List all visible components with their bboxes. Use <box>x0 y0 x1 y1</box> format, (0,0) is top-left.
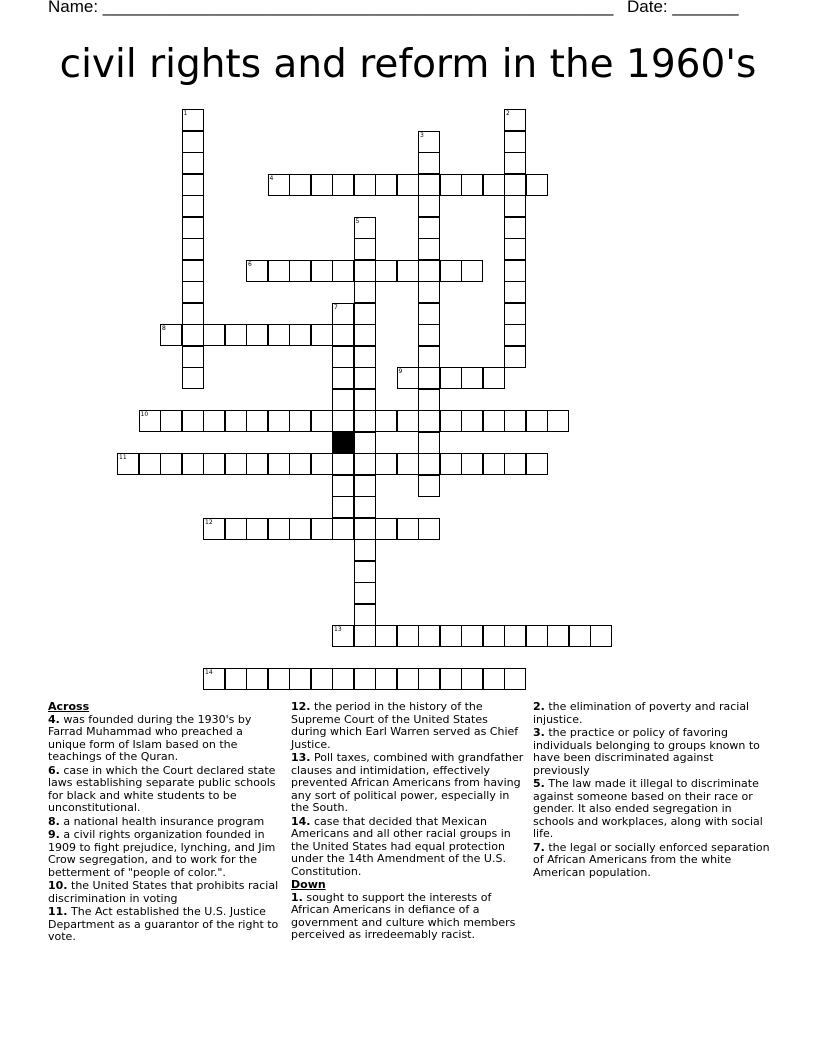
grid-cell[interactable] <box>526 453 548 475</box>
grid-cell[interactable] <box>526 625 548 647</box>
grid-cell[interactable] <box>246 260 268 282</box>
grid-cell[interactable] <box>418 475 440 497</box>
grid-cell[interactable] <box>289 260 311 282</box>
clue-number: 5 <box>355 217 360 225</box>
grid-cell[interactable] <box>182 174 204 196</box>
grid-cell[interactable] <box>182 152 204 174</box>
name-field[interactable]: Name: ______________________________________________________ <box>48 0 614 16</box>
clue-number: 14 <box>205 669 213 676</box>
grid-cell[interactable] <box>268 453 290 475</box>
grid-cell[interactable] <box>354 496 376 518</box>
grid-cell[interactable] <box>547 625 569 647</box>
grid-cell[interactable] <box>332 518 354 540</box>
grid-cell[interactable] <box>504 174 526 196</box>
clue-across-6: 6. case in which the Court declared state laws establishing separate public schools for black and white students to be unconstitutional. <box>48 763 276 814</box>
grid-cell[interactable] <box>483 668 505 690</box>
grid-cell[interactable] <box>268 260 290 282</box>
clue-across-14: 14. case that decided that Mexican Americans and all other racial groups in the United States had equal protection under the 14th Amendment of the U.S. Constitution. <box>291 814 511 878</box>
grid-cell[interactable] <box>225 453 247 475</box>
grid-cell[interactable] <box>332 174 354 196</box>
grid-cell[interactable] <box>440 174 462 196</box>
grid-cell[interactable] <box>332 260 354 282</box>
grid-cell[interactable] <box>418 410 440 432</box>
grid-cell[interactable] <box>440 410 462 432</box>
grid-cell[interactable] <box>354 668 376 690</box>
clue-number: 11 <box>119 454 127 461</box>
clue-number: 2 <box>506 110 510 117</box>
grid-cell[interactable] <box>397 174 419 196</box>
grid-cell[interactable] <box>397 453 419 475</box>
grid-cell[interactable] <box>182 131 204 153</box>
grid-cell[interactable] <box>483 453 505 475</box>
grid-cell[interactable] <box>504 131 526 153</box>
grid-cell[interactable] <box>461 260 483 282</box>
grid-cell[interactable] <box>418 131 440 153</box>
grid-cell[interactable] <box>354 539 376 561</box>
grid-cell[interactable] <box>418 432 440 454</box>
grid-cell[interactable] <box>354 389 376 411</box>
grid-cell[interactable] <box>375 260 397 282</box>
grid-cell[interactable] <box>354 561 376 583</box>
grid-cell[interactable] <box>332 303 354 325</box>
grid-cell[interactable] <box>397 260 419 282</box>
down-heading: Down <box>291 878 326 891</box>
grid-cell[interactable] <box>526 174 548 196</box>
grid-cell[interactable] <box>182 410 204 432</box>
grid-cell[interactable] <box>203 453 225 475</box>
grid-cell[interactable] <box>461 668 483 690</box>
grid-cell[interactable] <box>504 625 526 647</box>
grid-cell[interactable] <box>418 324 440 346</box>
grid-cell[interactable] <box>354 174 376 196</box>
grid-cell[interactable] <box>311 410 333 432</box>
grid-cell[interactable] <box>504 217 526 239</box>
clue-number: 4 <box>269 174 274 182</box>
grid-cell[interactable] <box>483 367 505 389</box>
grid-cell[interactable] <box>289 410 311 432</box>
grid-cell[interactable] <box>117 453 139 475</box>
grid-cell[interactable] <box>504 152 526 174</box>
grid-cell[interactable] <box>375 174 397 196</box>
clue-number: 10 <box>140 411 149 418</box>
grid-cell[interactable] <box>375 410 397 432</box>
grid-cell[interactable] <box>182 453 204 475</box>
clue-column-3 <box>533 701 773 880</box>
grid-cell[interactable] <box>418 281 440 303</box>
grid-cell[interactable] <box>397 367 419 389</box>
grid-cell[interactable] <box>332 475 354 497</box>
grid-cell[interactable] <box>504 410 526 432</box>
grid-cell[interactable] <box>354 625 376 647</box>
grid-cell[interactable] <box>354 518 376 540</box>
grid-cell[interactable] <box>246 324 268 346</box>
grid-cell[interactable] <box>418 260 440 282</box>
grid-cell[interactable] <box>375 518 397 540</box>
grid-cell[interactable] <box>289 174 311 196</box>
grid-cell[interactable] <box>397 625 419 647</box>
grid-cell[interactable] <box>289 668 311 690</box>
grid-cell[interactable] <box>225 324 247 346</box>
grid-cell[interactable] <box>139 453 161 475</box>
grid-cell[interactable] <box>354 410 376 432</box>
grid-cell[interactable] <box>418 238 440 260</box>
grid-cell[interactable] <box>182 281 204 303</box>
clue-across-13: 13. Poll taxes, combined with grandfather clauses and intimidation, effectively prevented African Americans from having any sort of political power, especially in the South. <box>291 751 524 814</box>
grid-cell[interactable] <box>483 174 505 196</box>
grid-cell[interactable] <box>504 238 526 260</box>
grid-cell[interactable] <box>182 324 204 346</box>
grid-block <box>332 432 354 454</box>
clue-down-7: 7. the legal or socially enforced separation of African Americans from the white American population. <box>533 840 770 879</box>
grid-cell[interactable] <box>526 410 548 432</box>
grid-cell[interactable] <box>225 410 247 432</box>
clue-number: 7 <box>334 303 338 311</box>
grid-cell[interactable] <box>160 410 182 432</box>
grid-cell[interactable] <box>504 195 526 217</box>
grid-cell[interactable] <box>354 281 376 303</box>
clue-down-1: 1. sought to support the interests of African Americans in defiance of a government and culture which members perceived as irredeemably racist. <box>291 890 516 941</box>
grid-cell[interactable] <box>418 174 440 196</box>
grid-cell[interactable] <box>397 518 419 540</box>
grid-cell[interactable] <box>311 453 333 475</box>
grid-cell[interactable] <box>354 582 376 604</box>
clue-across-12: 12. the period in the history of the Supreme Court of the United States during which Earl Warren served as Chief Justice. <box>291 700 519 751</box>
grid-cell[interactable] <box>225 668 247 690</box>
grid-cell[interactable] <box>246 410 268 432</box>
across-heading: Across <box>48 700 90 713</box>
clue-across-8: 8. a national health insurance program <box>48 814 265 828</box>
clue-down-5: 5. The law made it illegal to discriminate against someone based on their race or gender. It also ended segregation in schools and workplaces, along with social life. <box>533 777 763 840</box>
grid-cell[interactable] <box>203 324 225 346</box>
grid-cell[interactable] <box>440 668 462 690</box>
grid-cell[interactable] <box>332 410 354 432</box>
grid-cell[interactable] <box>289 518 311 540</box>
grid-cell[interactable] <box>182 217 204 239</box>
grid-cell[interactable] <box>246 518 268 540</box>
grid-cell[interactable] <box>246 453 268 475</box>
grid-cell[interactable] <box>332 625 354 647</box>
grid-cell[interactable] <box>461 453 483 475</box>
grid-cell[interactable] <box>354 303 376 325</box>
grid-cell[interactable] <box>332 453 354 475</box>
clue-number: 13 <box>334 626 342 633</box>
puzzle-title: civil rights and reform in the 1960's <box>59 42 757 87</box>
grid-cell[interactable] <box>268 324 290 346</box>
grid-cell[interactable] <box>504 346 526 368</box>
clue-down-2: 2. the elimination of poverty and racial injustice. <box>533 700 750 726</box>
clue-number: 1 <box>183 110 188 117</box>
grid-cell[interactable] <box>311 260 333 282</box>
grid-cell[interactable] <box>418 346 440 368</box>
grid-cell[interactable] <box>569 625 591 647</box>
grid-cell[interactable] <box>332 346 354 368</box>
grid-cell[interactable] <box>203 518 225 540</box>
grid-cell[interactable] <box>182 109 204 131</box>
grid-cell[interactable] <box>354 238 376 260</box>
grid-cell[interactable] <box>440 260 462 282</box>
grid-cell[interactable] <box>332 496 354 518</box>
grid-cell[interactable] <box>354 367 376 389</box>
grid-cell[interactable] <box>182 303 204 325</box>
grid-cell[interactable] <box>375 453 397 475</box>
grid-cell[interactable] <box>418 303 440 325</box>
clue-number: 9 <box>398 368 403 375</box>
grid-cell[interactable] <box>418 367 440 389</box>
clue-number: 3 <box>420 131 424 139</box>
grid-cell[interactable] <box>354 453 376 475</box>
grid-cell[interactable] <box>418 195 440 217</box>
grid-cell[interactable] <box>418 217 440 239</box>
date-field[interactable]: Date: _______ <box>627 0 739 16</box>
grid-cell[interactable] <box>504 260 526 282</box>
grid-cell[interactable] <box>225 518 247 540</box>
grid-cell[interactable] <box>289 324 311 346</box>
clue-column-1 <box>48 701 280 945</box>
grid-cell[interactable] <box>418 453 440 475</box>
grid-cell[interactable] <box>504 668 526 690</box>
grid-cell[interactable] <box>289 453 311 475</box>
grid-cell[interactable] <box>418 152 440 174</box>
clue-number: 6 <box>248 260 252 268</box>
grid-cell[interactable] <box>182 260 204 282</box>
grid-cell[interactable] <box>268 668 290 690</box>
grid-cell[interactable] <box>397 668 419 690</box>
grid-cell[interactable] <box>397 410 419 432</box>
grid-cell[interactable] <box>461 625 483 647</box>
grid-cell[interactable] <box>160 453 182 475</box>
grid-cell[interactable] <box>182 367 204 389</box>
clue-across-10: 10. the United States that prohibits racial discrimination in voting <box>48 879 279 905</box>
grid-cell[interactable] <box>375 625 397 647</box>
grid-cell[interactable] <box>139 410 161 432</box>
grid-cell[interactable] <box>440 367 462 389</box>
grid-cell[interactable] <box>160 324 182 346</box>
grid-cell[interactable] <box>547 410 569 432</box>
grid-cell[interactable] <box>504 303 526 325</box>
clue-across-9: 9. a civil rights organization founded in 1909 to fight prejudice, lynching, and Jim Crow segregation, and to work for the betterment of "people of color.". <box>48 828 276 879</box>
grid-cell[interactable] <box>461 410 483 432</box>
clue-down-3: 3. the practice or policy of favoring individuals belonging to groups known to have been discriminated against previously <box>533 726 760 777</box>
grid-cell[interactable] <box>375 668 397 690</box>
grid-cell[interactable] <box>182 195 204 217</box>
grid-cell[interactable] <box>354 217 376 239</box>
grid-cell[interactable] <box>332 324 354 346</box>
clue-number: 12 <box>205 518 213 526</box>
grid-cell[interactable] <box>504 324 526 346</box>
grid-cell[interactable] <box>311 668 333 690</box>
grid-cell[interactable] <box>311 324 333 346</box>
grid-cell[interactable] <box>311 518 333 540</box>
grid-cell[interactable] <box>504 281 526 303</box>
grid-cell[interactable] <box>440 453 462 475</box>
grid-cell[interactable] <box>483 410 505 432</box>
grid-cell[interactable] <box>268 174 290 196</box>
grid-cell[interactable] <box>311 174 333 196</box>
grid-cell[interactable] <box>354 346 376 368</box>
grid-cell[interactable] <box>461 367 483 389</box>
grid-cell[interactable] <box>418 389 440 411</box>
grid-cell[interactable] <box>268 518 290 540</box>
grid-cell[interactable] <box>268 410 290 432</box>
grid-cell[interactable] <box>182 238 204 260</box>
grid-cell[interactable] <box>354 260 376 282</box>
grid-cell[interactable] <box>246 668 268 690</box>
grid-cell[interactable] <box>504 109 526 131</box>
clue-number: 8 <box>162 325 166 332</box>
grid-cell[interactable] <box>483 625 505 647</box>
grid-cell[interactable] <box>418 625 440 647</box>
grid-cell[interactable] <box>504 453 526 475</box>
clue-across-11: 11. The Act established the U.S. Justice Department as a guarantor of the right to vote. <box>48 905 279 943</box>
grid-cell[interactable] <box>418 518 440 540</box>
grid-cell[interactable] <box>354 432 376 454</box>
grid-cell[interactable] <box>203 668 225 690</box>
grid-cell[interactable] <box>182 346 204 368</box>
clue-across-4: 4. was founded during the 1930's by Farrad Muhammad who preached a unique form of Islam based on the teachings of the Quran. <box>48 712 252 763</box>
grid-cell[interactable] <box>203 410 225 432</box>
grid-cell[interactable] <box>418 668 440 690</box>
grid-cell[interactable] <box>590 625 612 647</box>
grid-cell[interactable] <box>332 367 354 389</box>
grid-cell[interactable] <box>354 475 376 497</box>
grid-cell[interactable] <box>332 668 354 690</box>
grid-cell[interactable] <box>354 604 376 626</box>
grid-cell[interactable] <box>332 389 354 411</box>
grid-cell[interactable] <box>354 324 376 346</box>
clue-column-2 <box>291 701 525 943</box>
grid-cell[interactable] <box>440 625 462 647</box>
grid-cell[interactable] <box>461 174 483 196</box>
